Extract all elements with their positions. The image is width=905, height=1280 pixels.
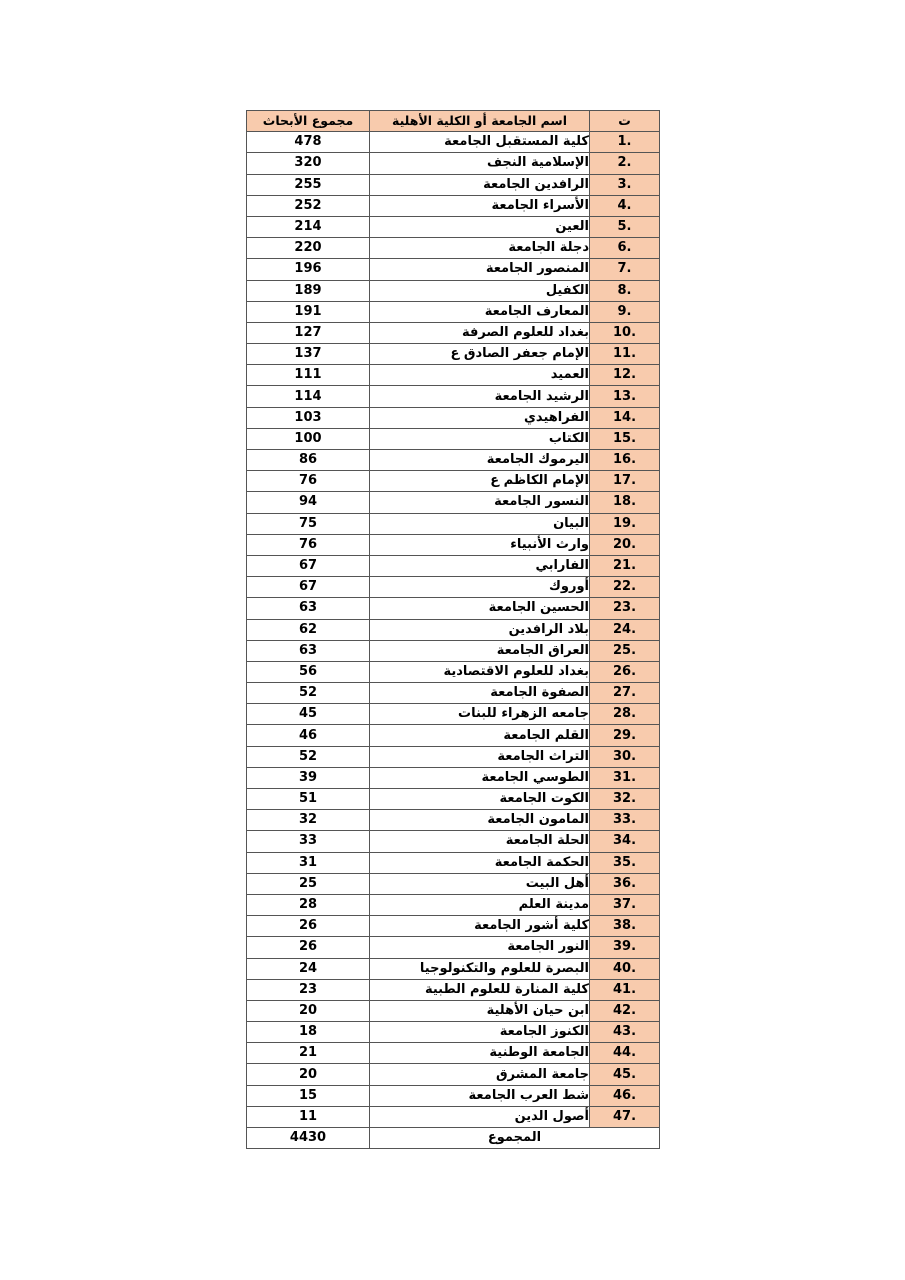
row-research-total: 94: [247, 492, 370, 513]
row-university-name: ابن حيان الأهلية: [370, 1000, 590, 1021]
table-row: [247, 810, 660, 831]
row-number: 37.: [590, 894, 660, 915]
table-row: [247, 450, 660, 471]
row-number: 10.: [590, 322, 660, 343]
row-university-name: الحكمة الجامعة: [370, 852, 590, 873]
row-number: 40.: [590, 958, 660, 979]
row-university-name: الإمام الكاظم ع: [370, 471, 590, 492]
table-row: [247, 428, 660, 449]
row-research-total: 76: [247, 471, 370, 492]
row-research-total: 24: [247, 958, 370, 979]
row-university-name: الإسلامية النجف: [370, 153, 590, 174]
row-number: 47.: [590, 1106, 660, 1127]
row-research-total: 52: [247, 683, 370, 704]
table-row: [247, 958, 660, 979]
table-row: [247, 386, 660, 407]
row-number: 3.: [590, 174, 660, 195]
table-row: [247, 831, 660, 852]
row-number: 25.: [590, 640, 660, 661]
row-university-name: دجلة الجامعة: [370, 238, 590, 259]
table-row: [247, 789, 660, 810]
table-row: [247, 1022, 660, 1043]
table-body: [247, 132, 660, 1128]
table-row: [247, 238, 660, 259]
row-university-name: الرافدين الجامعة: [370, 174, 590, 195]
row-university-name: الحسين الجامعة: [370, 598, 590, 619]
table-row: [247, 195, 660, 216]
row-research-total: 478: [247, 132, 370, 153]
row-research-total: 191: [247, 301, 370, 322]
table-row: [247, 894, 660, 915]
research-ranking-table: [246, 110, 660, 1149]
row-research-total: 214: [247, 216, 370, 237]
row-university-name: الأسراء الجامعة: [370, 195, 590, 216]
row-research-total: 86: [247, 450, 370, 471]
table-row: [247, 216, 660, 237]
row-number: 46.: [590, 1085, 660, 1106]
row-number: 20.: [590, 534, 660, 555]
table-row: [247, 344, 660, 365]
row-number: 26.: [590, 661, 660, 682]
row-university-name: القلم الجامعة: [370, 725, 590, 746]
row-number: 9.: [590, 301, 660, 322]
row-number: 36.: [590, 873, 660, 894]
row-number: 12.: [590, 365, 660, 386]
row-number: 19.: [590, 513, 660, 534]
row-number: 1.: [590, 132, 660, 153]
row-number: 43.: [590, 1022, 660, 1043]
table-row: [247, 1106, 660, 1127]
table-row: [247, 598, 660, 619]
table-row: [247, 577, 660, 598]
table-row: [247, 534, 660, 555]
row-university-name: الكنوز الجامعة: [370, 1022, 590, 1043]
row-research-total: 320: [247, 153, 370, 174]
row-research-total: 20: [247, 1000, 370, 1021]
row-number: 41.: [590, 979, 660, 1000]
row-university-name: كلية المستقبل الجامعة: [370, 132, 590, 153]
sum-label: المجموع: [370, 1128, 660, 1149]
row-research-total: 103: [247, 407, 370, 428]
row-research-total: 18: [247, 1022, 370, 1043]
row-university-name: وارث الأنبياء: [370, 534, 590, 555]
row-research-total: 137: [247, 344, 370, 365]
row-number: 5.: [590, 216, 660, 237]
row-research-total: 21: [247, 1043, 370, 1064]
table-row: [247, 1043, 660, 1064]
row-research-total: 15: [247, 1085, 370, 1106]
row-research-total: 127: [247, 322, 370, 343]
table-row: [247, 301, 660, 322]
row-number: 8.: [590, 280, 660, 301]
table-row: [247, 725, 660, 746]
row-university-name: المامون الجامعة: [370, 810, 590, 831]
table-row: [247, 704, 660, 725]
table-header-row: [247, 111, 660, 132]
row-university-name: الكفيل: [370, 280, 590, 301]
row-research-total: 63: [247, 640, 370, 661]
row-number: 34.: [590, 831, 660, 852]
table-row: [247, 322, 660, 343]
row-university-name: الكتاب: [370, 428, 590, 449]
row-university-name: اليرموك الجامعة: [370, 450, 590, 471]
row-research-total: 32: [247, 810, 370, 831]
row-university-name: أصول الدين: [370, 1106, 590, 1127]
row-research-total: 63: [247, 598, 370, 619]
row-research-total: 11: [247, 1106, 370, 1127]
table-row: [247, 365, 660, 386]
row-research-total: 75: [247, 513, 370, 534]
table-row: [247, 640, 660, 661]
row-number: 16.: [590, 450, 660, 471]
row-number: 17.: [590, 471, 660, 492]
row-university-name: أوروك: [370, 577, 590, 598]
row-research-total: 56: [247, 661, 370, 682]
row-number: 2.: [590, 153, 660, 174]
row-research-total: 20: [247, 1064, 370, 1085]
table-row: [247, 1085, 660, 1106]
header-number: ت: [590, 111, 660, 132]
table-row: [247, 407, 660, 428]
row-university-name: الكوت الجامعة: [370, 789, 590, 810]
table-row: [247, 492, 660, 513]
table-row: [247, 916, 660, 937]
row-number: 14.: [590, 407, 660, 428]
row-research-total: 26: [247, 937, 370, 958]
row-number: 32.: [590, 789, 660, 810]
row-number: 33.: [590, 810, 660, 831]
row-university-name: الرشيد الجامعة: [370, 386, 590, 407]
row-university-name: العين: [370, 216, 590, 237]
table-footer-row: [247, 1128, 660, 1149]
row-number: 30.: [590, 746, 660, 767]
row-number: 27.: [590, 683, 660, 704]
row-university-name: كلية أشور الجامعة: [370, 916, 590, 937]
table-row: [247, 1000, 660, 1021]
table-row: [247, 661, 660, 682]
row-university-name: الإمام جعفر الصادق ع: [370, 344, 590, 365]
row-number: 44.: [590, 1043, 660, 1064]
row-research-total: 23: [247, 979, 370, 1000]
header-university-name: اسم الجامعة أو الكلية الأهلية: [370, 111, 590, 132]
row-research-total: 111: [247, 365, 370, 386]
row-number: 21.: [590, 555, 660, 576]
table-row: [247, 746, 660, 767]
row-research-total: 39: [247, 767, 370, 788]
table-row: [247, 555, 660, 576]
table-row: [247, 619, 660, 640]
row-university-name: التراث الجامعة: [370, 746, 590, 767]
row-university-name: الطوسي الجامعة: [370, 767, 590, 788]
row-number: 6.: [590, 238, 660, 259]
row-research-total: 26: [247, 916, 370, 937]
table-row: [247, 1064, 660, 1085]
row-research-total: 189: [247, 280, 370, 301]
table-row: [247, 979, 660, 1000]
row-university-name: جامعة المشرق: [370, 1064, 590, 1085]
row-university-name: مدينة العلم: [370, 894, 590, 915]
row-research-total: 62: [247, 619, 370, 640]
row-number: 7.: [590, 259, 660, 280]
row-research-total: 67: [247, 577, 370, 598]
table-row: [247, 174, 660, 195]
row-university-name: كلية المنارة للعلوم الطبية: [370, 979, 590, 1000]
row-number: 23.: [590, 598, 660, 619]
table-row: [247, 767, 660, 788]
row-research-total: 33: [247, 831, 370, 852]
row-university-name: العميد: [370, 365, 590, 386]
row-number: 22.: [590, 577, 660, 598]
row-number: 15.: [590, 428, 660, 449]
row-research-total: 46: [247, 725, 370, 746]
row-university-name: شط العرب الجامعة: [370, 1085, 590, 1106]
sum-value: 4430: [247, 1128, 370, 1149]
row-research-total: 252: [247, 195, 370, 216]
row-number: 39.: [590, 937, 660, 958]
table-row: [247, 132, 660, 153]
table-row: [247, 153, 660, 174]
row-number: 13.: [590, 386, 660, 407]
row-university-name: البيان: [370, 513, 590, 534]
row-number: 31.: [590, 767, 660, 788]
row-university-name: النور الجامعة: [370, 937, 590, 958]
table-row: [247, 873, 660, 894]
row-research-total: 220: [247, 238, 370, 259]
row-research-total: 25: [247, 873, 370, 894]
row-university-name: الجامعة الوطنية: [370, 1043, 590, 1064]
row-number: 38.: [590, 916, 660, 937]
row-university-name: الصفوة الجامعة: [370, 683, 590, 704]
row-number: 29.: [590, 725, 660, 746]
table-row: [247, 280, 660, 301]
row-university-name: بغداد للعلوم الصرفة: [370, 322, 590, 343]
table-row: [247, 937, 660, 958]
row-number: 28.: [590, 704, 660, 725]
row-university-name: البصرة للعلوم والتكنولوجيا: [370, 958, 590, 979]
row-number: 24.: [590, 619, 660, 640]
table-row: [247, 852, 660, 873]
table-row: [247, 471, 660, 492]
row-number: 4.: [590, 195, 660, 216]
row-research-total: 67: [247, 555, 370, 576]
row-university-name: المنصور الجامعة: [370, 259, 590, 280]
row-research-total: 100: [247, 428, 370, 449]
row-number: 42.: [590, 1000, 660, 1021]
row-university-name: النسور الجامعة: [370, 492, 590, 513]
row-university-name: جامعه الزهراء للبنات: [370, 704, 590, 725]
table-row: [247, 259, 660, 280]
header-research-total: مجموع الأبحاث: [247, 111, 370, 132]
row-university-name: بلاد الرافدين: [370, 619, 590, 640]
row-university-name: المعارف الجامعة: [370, 301, 590, 322]
row-research-total: 51: [247, 789, 370, 810]
row-university-name: الفارابي: [370, 555, 590, 576]
row-research-total: 76: [247, 534, 370, 555]
row-research-total: 255: [247, 174, 370, 195]
row-university-name: بغداد للعلوم الاقتصادية: [370, 661, 590, 682]
row-university-name: الفراهيدي: [370, 407, 590, 428]
row-number: 45.: [590, 1064, 660, 1085]
row-university-name: العراق الجامعة: [370, 640, 590, 661]
row-number: 11.: [590, 344, 660, 365]
row-research-total: 31: [247, 852, 370, 873]
table-row: [247, 513, 660, 534]
row-research-total: 196: [247, 259, 370, 280]
row-university-name: الحلة الجامعة: [370, 831, 590, 852]
row-research-total: 114: [247, 386, 370, 407]
table-row: [247, 683, 660, 704]
row-number: 18.: [590, 492, 660, 513]
row-research-total: 28: [247, 894, 370, 915]
row-research-total: 45: [247, 704, 370, 725]
row-number: 35.: [590, 852, 660, 873]
row-research-total: 52: [247, 746, 370, 767]
row-university-name: أهل البيت: [370, 873, 590, 894]
